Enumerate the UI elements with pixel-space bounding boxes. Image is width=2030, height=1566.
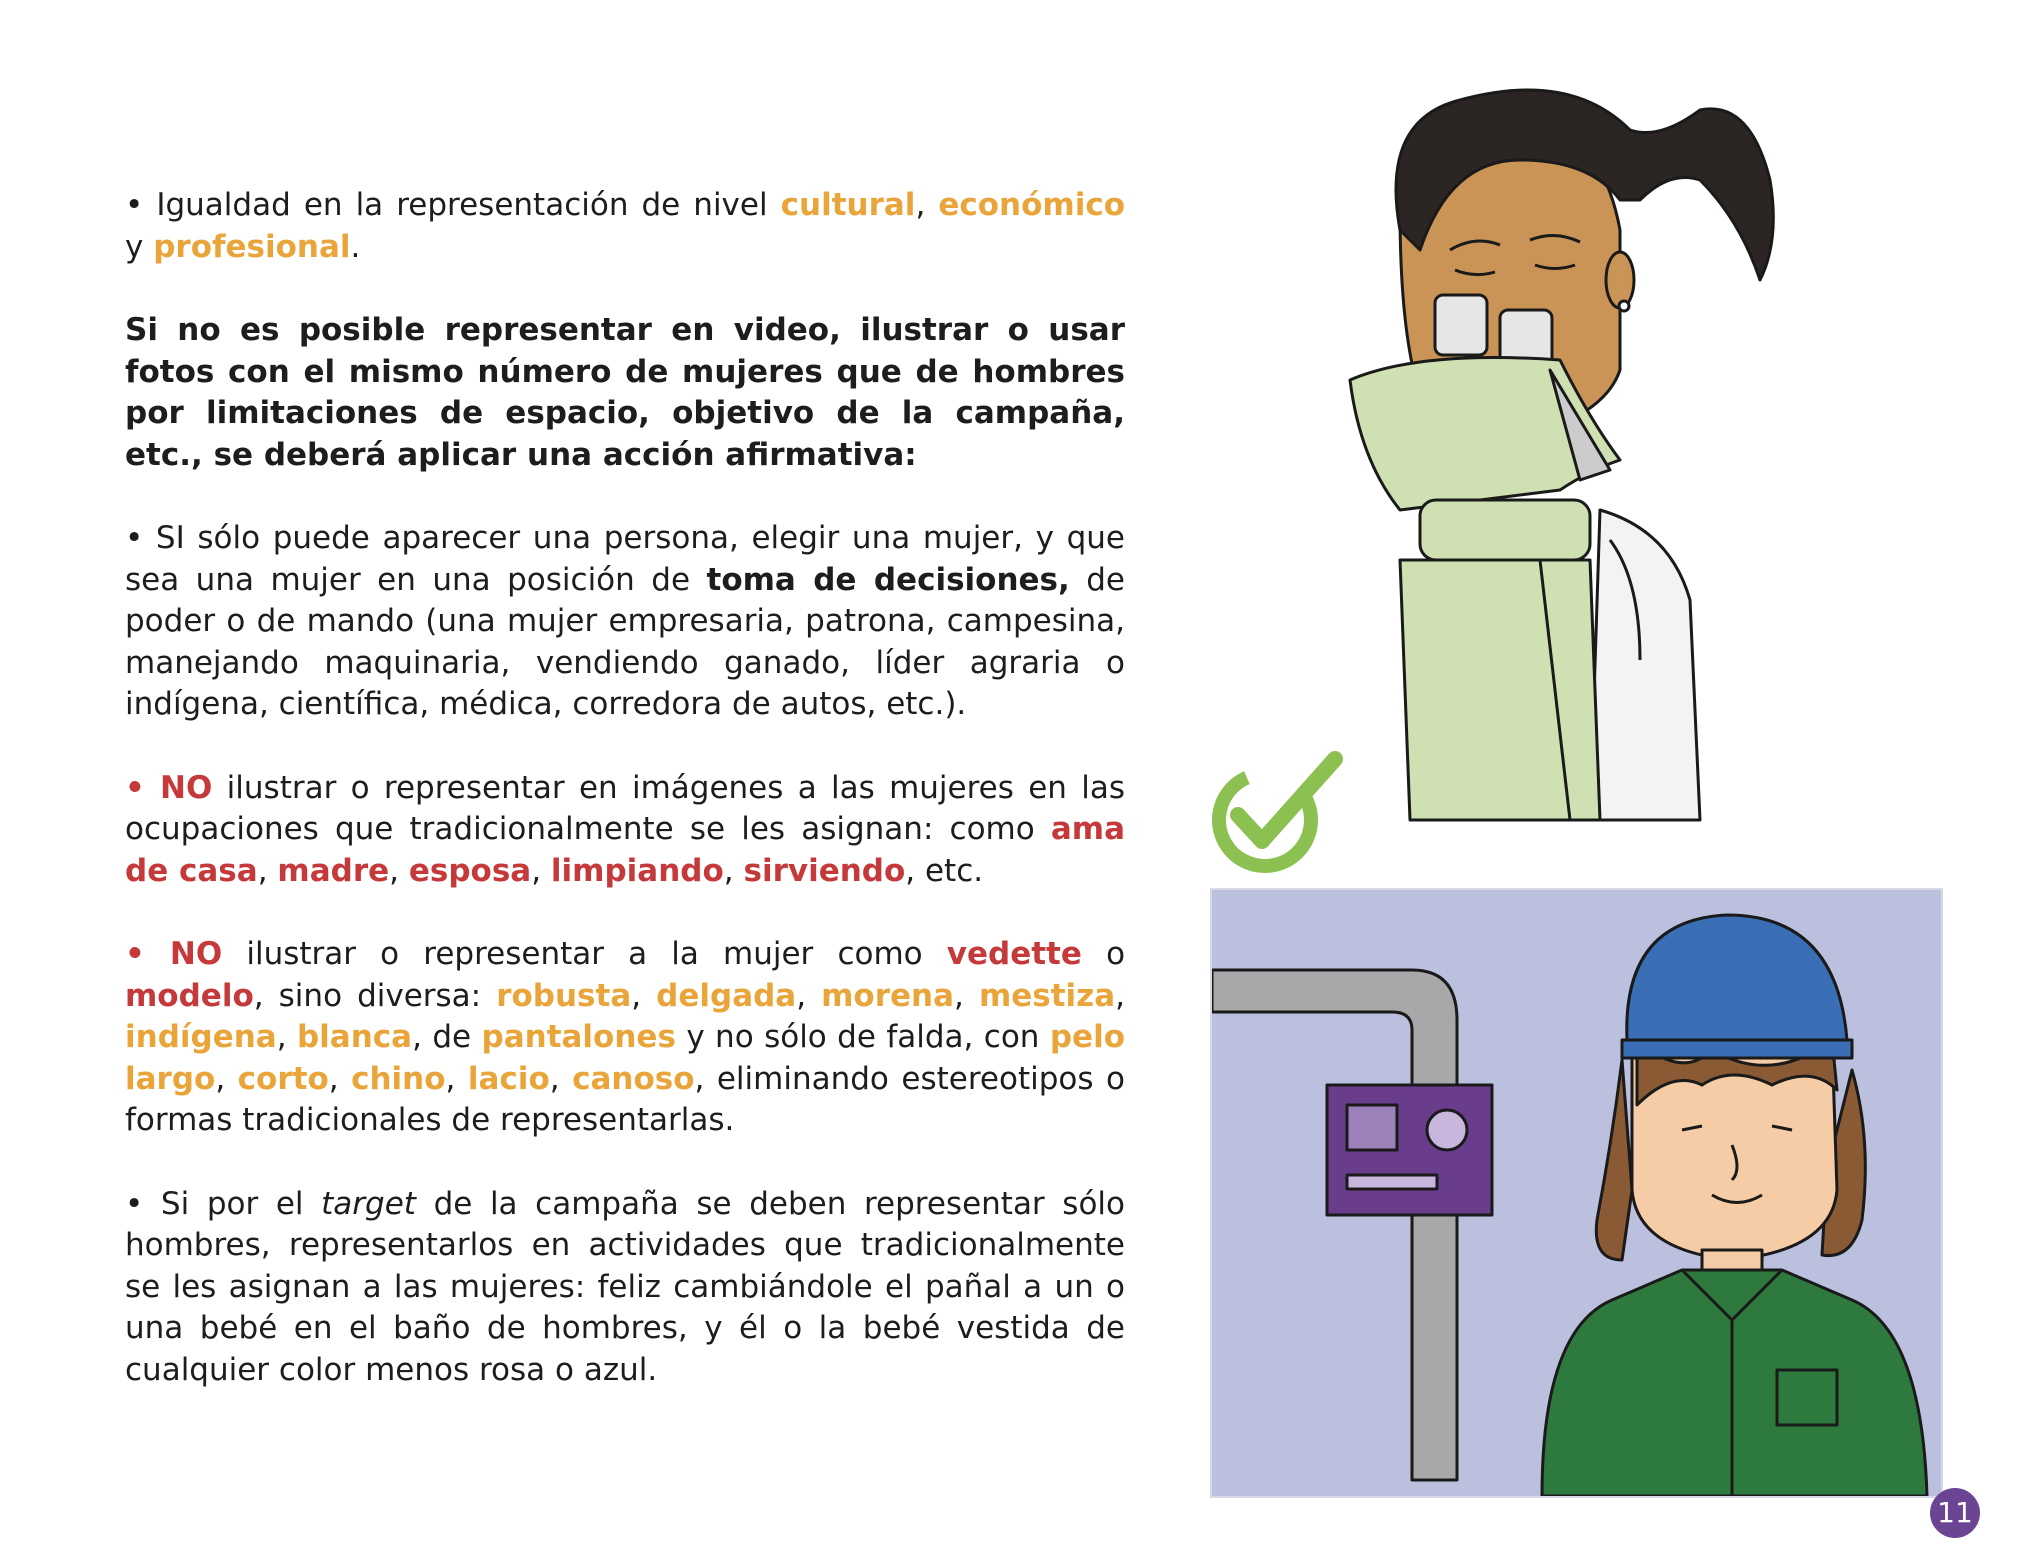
highlight-ama-de-casa: ama de casa bbox=[125, 811, 1126, 889]
highlight-economico: económico bbox=[938, 187, 1126, 223]
highlight-canoso: canoso bbox=[572, 1060, 695, 1097]
checkmark-icon bbox=[1200, 745, 1350, 875]
highlight-pelo-largo: pelo largo bbox=[125, 1019, 1125, 1097]
highlight-limpiando: limpiando bbox=[550, 852, 724, 889]
paragraph-equality: • Igualdad en la representación de nivel cultural, económico y profesional. bbox=[125, 187, 1126, 265]
highlight-mestiza: mestiza bbox=[978, 977, 1116, 1014]
page-number: 11 bbox=[1930, 1488, 1980, 1538]
highlight-corto: corto bbox=[237, 1060, 329, 1097]
highlight-profesional: profesional bbox=[153, 228, 351, 265]
highlight-morena: morena bbox=[821, 977, 955, 1014]
highlight-modelo: modelo bbox=[125, 977, 254, 1014]
paragraph-men-target: • Si por el target de la campaña se deben representar sólo hombres, representarlos en actividades que tradicionalmente se les asignan a las mujeres: feliz cambiándole el pañal a un o una bebé en el baño de hombres, y él o la bebé vestida de cualquier color menos rosa o azul. bbox=[125, 1185, 1125, 1388]
highlight-vedette: vedette bbox=[946, 936, 1082, 972]
highlight-target: target bbox=[321, 1185, 416, 1222]
highlight-esposa: esposa bbox=[408, 852, 532, 889]
paragraph-diversity: • NO ilustrar o representar a la mujer como vedette o modelo, sino diversa: robusta, delgada, morena, mestiza, indígena, blanca, de pantalones y no sólo de falda, con pelo largo, corto, chino, lacio, canoso, eliminando estereotipos o formas tradicionales de representarlas. bbox=[125, 936, 1126, 1138]
worker-drawing bbox=[1212, 890, 1941, 1496]
highlight-no: • NO bbox=[125, 936, 223, 972]
highlight-robusta: robusta bbox=[496, 977, 632, 1014]
highlight-chino: chino bbox=[351, 1060, 446, 1097]
paragraph-no-traditional-roles: • NO ilustrar o representar en imágenes a las mujeres en las ocupaciones que tradicionalmente se les asignan: como ama de casa, madre, esposa, limpiando, sirviendo, etc. bbox=[125, 769, 1126, 889]
highlight-toma-decisiones: toma de decisiones, bbox=[706, 561, 1070, 598]
highlight-pantalones: pantalones bbox=[481, 1019, 676, 1055]
paragraph-single-person: • SI sólo puede aparecer una persona, elegir una mujer, y que sea una mujer en una posición de toma de decisiones, de poder o de mando (una mujer empresaria, patrona, campesina, manejando maquinaria, vendiendo ganado, líder agraria o indígena, científica, médica, corredora de autos, etc.). bbox=[125, 520, 1125, 722]
worker-illustration bbox=[1210, 888, 1943, 1498]
highlight-indigena: indígena bbox=[125, 1019, 277, 1055]
highlight-sirviendo: sirviendo bbox=[743, 852, 906, 889]
bullet: • bbox=[125, 187, 144, 223]
highlight-cultural: cultural bbox=[780, 187, 916, 223]
highlight-lacio: lacio bbox=[467, 1060, 550, 1097]
scientist-microscope-illustration bbox=[1340, 60, 1800, 830]
paragraph-affirmative-action: Si no es posible representar en video, ilustrar o usar fotos con el mismo número de mujeres que de hombres por limitaciones de espacio, objetivo de la campaña, etc., se deberá aplicar una acción afirmativa: bbox=[125, 312, 1125, 473]
highlight-delgada: delgada bbox=[656, 977, 797, 1014]
highlight-madre: madre bbox=[277, 852, 390, 889]
highlight-blanca: blanca bbox=[296, 1019, 413, 1055]
highlight-no: • NO bbox=[125, 769, 213, 806]
body-text bbox=[125, 185, 1125, 1433]
